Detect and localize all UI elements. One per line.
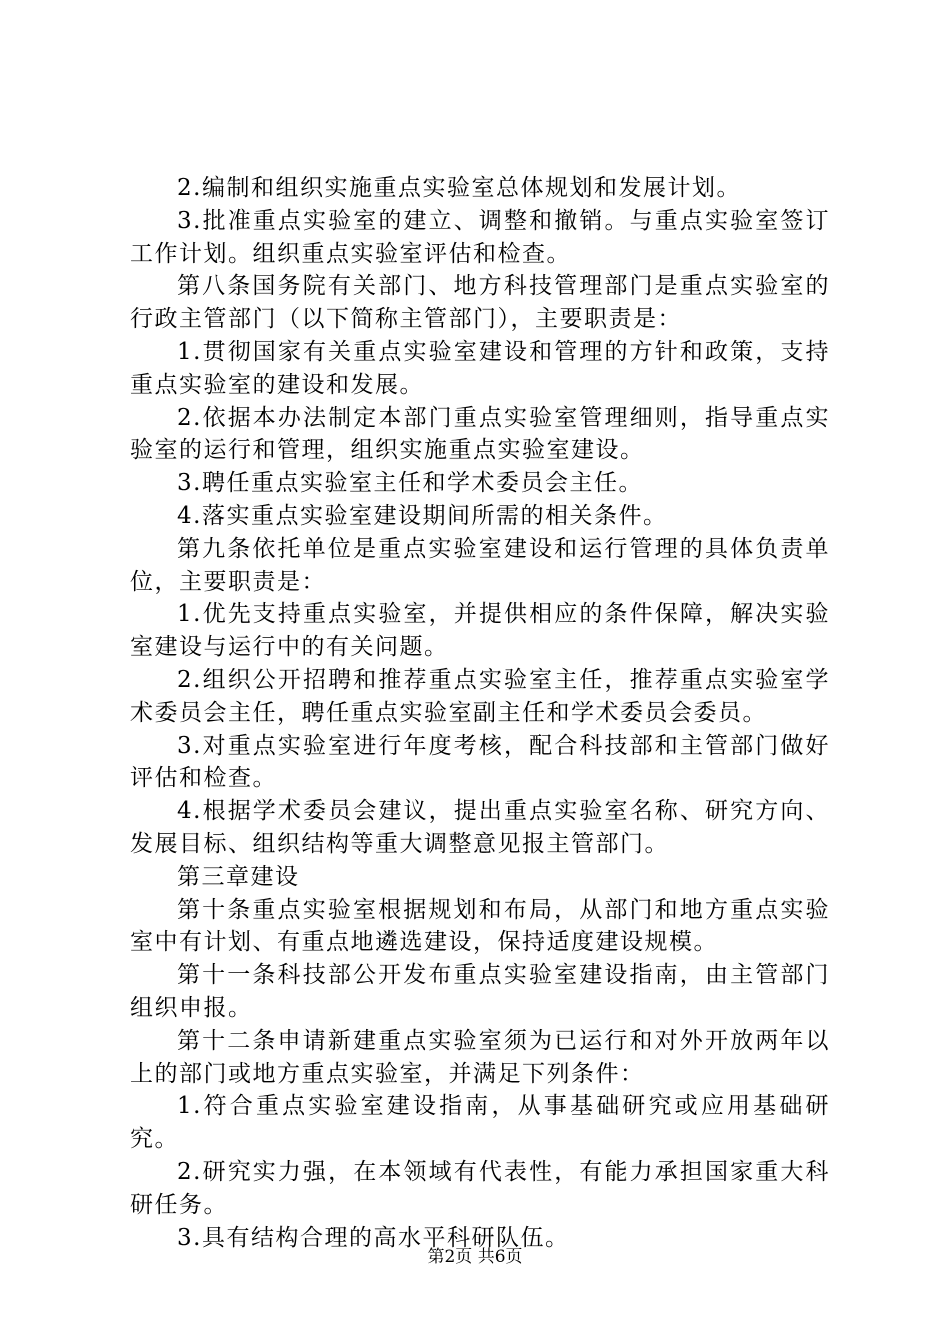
paragraph-16: 第十二条申请新建重点实验室须为已运行和对外开放两年以上的部门或地方重点实验室，并满足下列条件： (130, 1027, 830, 1087)
paragraph-2: 3.批准重点实验室的建立、调整和撤销。与重点实验室签订工作计划。组织重点实验室评估和检查。 (130, 207, 830, 267)
paragraph-8: 第九条依托单位是重点实验室建设和运行管理的具体负责单位，主要职责是： (130, 535, 830, 595)
paragraph-3: 第八条国务院有关部门、地方科技管理部门是重点实验室的行政主管部门（以下简称主管部门），主要职责是： (130, 273, 830, 333)
chapter-heading: 第三章建设 (177, 863, 300, 890)
paragraph-18: 2.研究实力强，在本领域有代表性，有能力承担国家重大科研任务。 (130, 1158, 830, 1218)
paragraph-7: 4.落实重点实验室建设期间所需的相关条件。 (177, 502, 668, 529)
document-body (130, 172, 830, 1254)
page-footer (0, 1245, 950, 1269)
paragraph-12: 4.根据学术委员会建议，提出重点实验室名称、研究方向、发展目标、组织结构等重大调整意见报主管部门。 (130, 798, 830, 857)
paragraph-4: 1.贯彻国家有关重点实验室建设和管理的方针和政策，支持重点实验室的建设和发展。 (130, 338, 830, 398)
paragraph-10: 2.组织公开招聘和推荐重点实验室主任，推荐重点实验室学术委员会主任，聘任重点实验室副主任和学术委员会委员。 (130, 666, 830, 726)
paragraph-6: 3.聘任重点实验室主任和学术委员会主任。 (177, 470, 643, 497)
paragraph-5: 2.依据本办法制定本部门重点实验室管理细则，指导重点实验室的运行和管理，组织实施重点实验室建设。 (130, 404, 830, 464)
page-number-label: 第2页 共6页 (427, 1247, 523, 1267)
paragraph-1: 2.编制和组织实施重点实验室总体规划和发展计划。 (177, 175, 741, 201)
paragraph-17: 1.符合重点实验室建设指南，从事基础研究或应用基础研究。 (130, 1093, 830, 1153)
paragraph-15: 第十一条科技部公开发布重点实验室建设指南，由主管部门组织申报。 (130, 962, 830, 1021)
paragraph-11: 3.对重点实验室进行年度考核，配合科技部和主管部门做好评估和检查。 (130, 732, 830, 792)
paragraph-19: 3.具有结构合理的高水平科研队伍。 (177, 1224, 570, 1251)
paragraph-14: 第十条重点实验室根据规划和布局，从部门和地方重点实验室中有计划、有重点地遴选建设，保持适度建设规模。 (130, 896, 830, 956)
paragraph-9: 1.优先支持重点实验室，并提供相应的条件保障，解决实验室建设与运行中的有关问题。 (130, 601, 830, 661)
